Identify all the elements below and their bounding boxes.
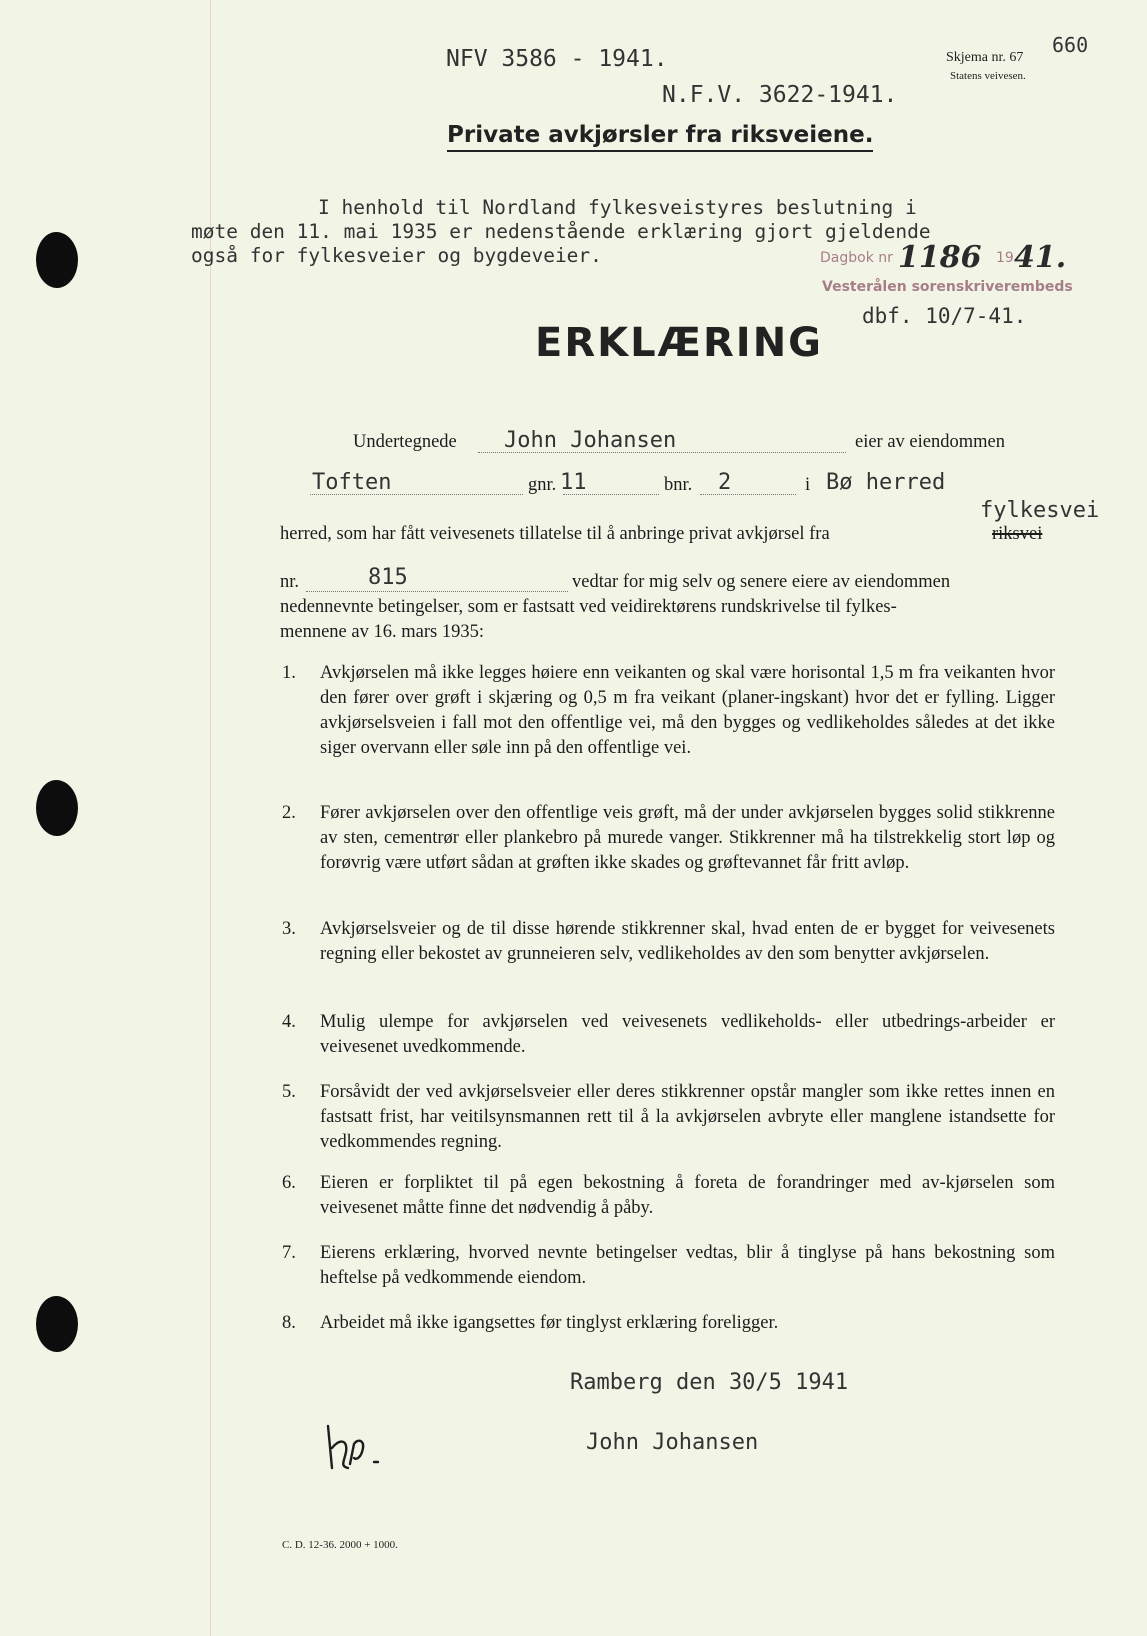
conditions-intro-line: nedennevnte betingelser, som er fastsatt ved veidirektørens rundskrivelse til fylkes- bbox=[280, 597, 897, 617]
struck-word: riksvei bbox=[992, 524, 1043, 544]
property-name: Toften bbox=[312, 470, 392, 495]
herred-line: herred, som har fått veivesenets tillatelse til å anbringe privat avkjørsel fra bbox=[280, 524, 830, 544]
vedtar-line: vedtar for mig selv og senere eiere av eiendommen bbox=[572, 572, 951, 592]
nr-value: 815 bbox=[368, 565, 408, 590]
page-number: 660 bbox=[1052, 33, 1089, 57]
condition-number: 7. bbox=[282, 1243, 296, 1263]
condition-text: Avkjørselen må ikke legges høiere enn veikanten og skal være horisontal 1,5 m fra veikanten hvor den fører over grøft i skjæring og 0,5 m fra veikant (planer-ingskant) hvor det er fylling. Ligger avkjørselsveien i fall mot den offentlige vei, må den bygges og vedlikeholdes således at det ikke siger overvann eller søle inn på den offentlige vei. bbox=[320, 663, 1055, 758]
road-type-typed: fylkesvei bbox=[980, 498, 1100, 523]
signature-name: John Johansen bbox=[586, 1430, 759, 1455]
condition-number: 8. bbox=[282, 1313, 296, 1333]
condition-number: 5. bbox=[282, 1082, 296, 1102]
condition-number: 6. bbox=[282, 1173, 296, 1193]
condition-number: 4. bbox=[282, 1012, 296, 1032]
condition-text: Arbeidet må ikke igangsettes før tinglyst erklæring foreligger. bbox=[320, 1313, 779, 1333]
form-issuer: Statens veivesen. bbox=[950, 70, 1026, 82]
intro-line-2: møte den 11. mai 1935 er nedenstående erklæring gjort gjeldende bbox=[191, 220, 931, 243]
condition-text: Fører avkjørselen over den offentlige veis grøft, må der under avkjørselen bygges solid stikkrenne av sten, cementrør eller plankebro på murede vanger. Stikkrenner må ha tilstrekkelig stort løp og forøvrig være utført sådan at grøften ikke skades og grøftevannet får fritt avløp. bbox=[320, 803, 1055, 873]
bnr-value: 2 bbox=[718, 470, 732, 495]
intro-line-1: I henhold til Nordland fylkesveistyres beslutning i bbox=[318, 196, 917, 219]
registry-stamp-number: 1186 bbox=[898, 240, 982, 275]
herred-value: Bø herred bbox=[826, 470, 946, 495]
condition-text: Avkjørselsveier og de til disse hørende stikkrenner skal, hvad enten de er bygget for veivesenets regning eller bekostet av grunneieren selv, vedlikeholdes av den som benytter avkjørselen. bbox=[320, 919, 1055, 964]
registry-date: dbf. 10/7-41. bbox=[862, 304, 1027, 328]
condition-number: 3. bbox=[282, 919, 296, 939]
registry-stamp-label: Dagbok nr bbox=[820, 250, 893, 266]
registry-stamp-year-prefix: 19 bbox=[996, 250, 1014, 266]
reference-number-2: N.F.V. 3622-1941. bbox=[662, 82, 898, 108]
nr-label: nr. bbox=[280, 572, 300, 592]
condition-text: Mulig ulempe for avkjørselen ved veivesenets vedlikeholds- eller utbedrings-arbeider er veivesenet uvedkommende. bbox=[320, 1012, 1055, 1057]
nr-field-line bbox=[306, 591, 568, 592]
reference-number-1: NFV 3586 - 1941. bbox=[446, 46, 668, 72]
print-code: C. D. 12-36. 2000 + 1000. bbox=[282, 1539, 398, 1551]
place-date: Ramberg den 30/5 1941 bbox=[570, 1370, 849, 1395]
undertegnede-value: John Johansen bbox=[504, 428, 677, 453]
intro-line-3: også for fylkesveier og bygdeveier. bbox=[191, 244, 602, 267]
punch-hole-bottom bbox=[36, 1296, 78, 1352]
form-number: Skjema nr. 67 bbox=[946, 50, 1024, 65]
registry-stamp-year: 41. bbox=[1014, 240, 1067, 275]
page-title: Private avkjørsler fra riksveiene. bbox=[447, 122, 873, 152]
eier-label: eier av eiendommen bbox=[855, 432, 1005, 452]
condition-text: Eierens erklæring, hvorved nevnte betingelser vedtas, blir å tinglyse på hans bekostning som heftelse på vedkommende eiendom. bbox=[320, 1243, 1055, 1288]
conditions-intro-date: mennene av 16. mars 1935: bbox=[280, 622, 484, 642]
registry-stamp-office: Vesterålen sorenskriverembeds bbox=[822, 279, 1073, 295]
gnr-label: gnr. bbox=[528, 475, 557, 495]
undertegnede-label: Undertegnede bbox=[353, 432, 457, 452]
document-heading: ERKLÆRING bbox=[535, 320, 823, 366]
bnr-label: bnr. bbox=[664, 475, 693, 495]
condition-number: 1. bbox=[282, 663, 296, 683]
gnr-value: 11 bbox=[560, 470, 587, 495]
condition-number: 2. bbox=[282, 803, 296, 823]
bnr-field-line bbox=[700, 494, 796, 495]
punch-hole-top bbox=[36, 232, 78, 288]
condition-text: Forsåvidt der ved avkjørselsveier eller deres stikkrenner opstår mangler som ikke rettes innen en fastsatt frist, har veitilsynsmannen rett til å la avkjørselen avbryte eller manglene istandsette for vedkommendes regning. bbox=[320, 1082, 1055, 1152]
condition-text: Eieren er forpliktet til på egen bekostning å foreta de forandringer med av-kjørselen som veivesenet måtte finne det nødvendig å påby. bbox=[320, 1173, 1055, 1218]
i-label: i bbox=[805, 475, 811, 495]
punch-hole-middle bbox=[36, 780, 78, 836]
handwritten-initials bbox=[318, 1418, 398, 1478]
